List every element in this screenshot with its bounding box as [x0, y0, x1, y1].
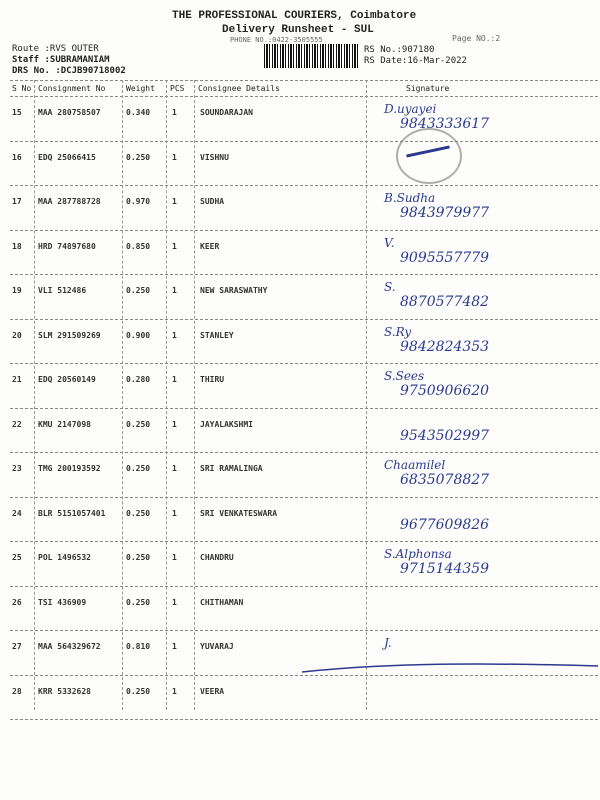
- row-divider: [10, 541, 598, 542]
- route-label: Route :RVS OUTER: [12, 44, 99, 54]
- row-signature: Chaamilel: [384, 458, 446, 472]
- row-sno: 21: [12, 375, 22, 384]
- row-weight: 0.250: [126, 464, 151, 473]
- header-bottom-rule: [10, 96, 598, 97]
- row-sno: 18: [12, 241, 22, 251]
- row-weight: 0.250: [126, 553, 151, 562]
- row-signature: S.Alphonsa: [384, 547, 452, 561]
- row-sno: 26: [12, 597, 22, 607]
- row-divider: [10, 319, 598, 320]
- row-pcs: 1: [172, 241, 177, 251]
- row-divider: [10, 719, 598, 720]
- row-divider: [10, 141, 598, 142]
- row-phone: 9843979977: [400, 205, 490, 221]
- row-consignment-no: HRD 74897680: [38, 241, 96, 251]
- row-signature: V.: [384, 235, 395, 250]
- row-pcs: 1: [172, 286, 177, 295]
- row-pcs: 1: [172, 464, 177, 473]
- column-divider: [122, 80, 123, 710]
- row-consignment-no: TSI 436909: [38, 597, 87, 607]
- row-consignee-name: SOUNDARAJAN: [200, 108, 253, 117]
- col-sno: S No: [12, 84, 32, 93]
- row-consignment-no: BLR 5151057401: [38, 508, 106, 518]
- row-pcs: 1: [172, 330, 177, 340]
- row-consignee-name: VISHNU: [200, 152, 229, 162]
- row-phone: 9843333617: [400, 116, 490, 132]
- row-consignment-no: SLM 291509269: [38, 330, 101, 340]
- row-pcs: 1: [172, 508, 177, 518]
- row-sno: 16: [12, 152, 22, 162]
- page-number: Page NO.:2: [452, 34, 501, 43]
- rs-date: RS Date:16-Mar-2022: [364, 56, 467, 66]
- row-phone: 9543502997: [400, 427, 490, 444]
- row-consignee-name: JAYALAKSHMI: [200, 419, 253, 429]
- column-divider: [366, 80, 367, 710]
- ink-line: [300, 658, 600, 678]
- row-consignment-no: EDQ 25066415: [38, 152, 96, 162]
- col-consignee: Consignee Details: [198, 84, 280, 93]
- row-weight: 0.850: [126, 241, 151, 251]
- row-consignee-name: KEER: [200, 241, 220, 251]
- row-weight: 0.250: [126, 508, 151, 518]
- row-consignment-no: EDQ 20560149: [38, 375, 96, 384]
- row-sno: 24: [12, 508, 22, 518]
- row-divider: [10, 408, 598, 409]
- row-divider: [10, 230, 598, 231]
- col-consignment: Consignment No: [38, 84, 106, 93]
- row-pcs: 1: [172, 152, 177, 162]
- row-consignee-name: VEERA: [200, 686, 225, 696]
- barcode: [264, 44, 360, 68]
- row-pcs: 1: [172, 419, 177, 429]
- row-sno: 17: [12, 197, 22, 206]
- drs-number: DRS No. :DCJB90718002: [12, 66, 126, 76]
- row-divider: [10, 497, 598, 498]
- row-weight: 0.280: [126, 375, 151, 384]
- row-sno: 22: [12, 419, 22, 429]
- runsheet-subtitle: Delivery Runsheet - SUL: [222, 24, 374, 36]
- row-signature: S.: [384, 280, 396, 294]
- col-weight: Weight: [126, 84, 155, 93]
- row-pcs: 1: [172, 197, 177, 206]
- row-signature: J.: [384, 636, 392, 650]
- row-consignment-no: KRR 5332628: [38, 686, 91, 696]
- row-consignee-name: SRI VENKATESWARA: [200, 508, 278, 518]
- row-signature: D.uyayei: [384, 102, 437, 116]
- rs-number: RS No.:907180: [364, 45, 435, 55]
- row-consignee-name: THIRU: [200, 375, 225, 384]
- row-weight: 0.250: [126, 152, 151, 162]
- company-title: THE PROFESSIONAL COURIERS, Coimbatore: [172, 10, 417, 22]
- column-divider: [34, 80, 35, 710]
- row-phone: 8870577482: [400, 294, 490, 310]
- row-pcs: 1: [172, 108, 177, 117]
- row-weight: 0.250: [126, 419, 151, 429]
- row-consignment-no: MAA 280758507: [38, 108, 101, 117]
- row-signature: S.Ry: [384, 324, 412, 339]
- row-divider: [10, 586, 598, 587]
- row-phone: 9677609826: [400, 516, 490, 533]
- row-pcs: 1: [172, 597, 177, 607]
- row-sno: 27: [12, 642, 22, 651]
- row-phone: 9095557779: [400, 249, 490, 266]
- row-consignment-no: TMG 200193592: [38, 464, 101, 473]
- row-phone: 9715144359: [400, 561, 490, 577]
- row-sno: 23: [12, 464, 22, 473]
- header-top-rule: [10, 80, 598, 81]
- row-consignment-no: VLI 512486: [38, 286, 87, 295]
- row-consignee-name: SRI RAMALINGA: [200, 464, 263, 473]
- row-phone: 9750906620: [400, 383, 490, 399]
- row-divider: [10, 363, 598, 364]
- staff-label: Staff :SUBRAMANIAM: [12, 55, 110, 65]
- column-divider: [166, 80, 167, 710]
- row-divider: [10, 630, 598, 631]
- row-signature: B.Sudha: [384, 191, 436, 205]
- row-divider: [10, 452, 598, 453]
- row-pcs: 1: [172, 553, 177, 562]
- row-consignee-name: STANLEY: [200, 330, 234, 340]
- row-sno: 19: [12, 286, 22, 295]
- col-pcs: PCS: [170, 84, 185, 93]
- row-weight: 0.250: [126, 686, 151, 696]
- row-consignee-name: CHANDRU: [200, 553, 234, 562]
- row-phone: 6835078827: [400, 472, 490, 488]
- phone-number: PHONE NO.:0422-3505555: [230, 36, 323, 44]
- row-divider: [10, 274, 598, 275]
- row-weight: 0.340: [126, 108, 151, 117]
- row-pcs: 1: [172, 642, 177, 651]
- row-divider: [10, 185, 598, 186]
- row-consignee-name: NEW SARASWATHY: [200, 286, 268, 295]
- row-weight: 0.970: [126, 197, 151, 206]
- row-weight: 0.900: [126, 330, 151, 340]
- row-consignee-name: CHITHAMAN: [200, 597, 244, 607]
- row-signature: S.Sees: [384, 369, 425, 383]
- row-weight: 0.250: [126, 286, 151, 295]
- row-consignee-name: SUDHA: [200, 197, 225, 206]
- row-weight: 0.250: [126, 597, 151, 607]
- col-signature: Signature: [406, 84, 450, 93]
- row-sno: 20: [12, 330, 22, 340]
- row-pcs: 1: [172, 375, 177, 384]
- row-sno: 15: [12, 108, 22, 117]
- row-consignment-no: POL 1496532: [38, 553, 91, 562]
- row-sno: 28: [12, 686, 22, 696]
- row-consignment-no: MAA 287788728: [38, 197, 101, 206]
- row-consignee-name: YUVARAJ: [200, 642, 234, 651]
- row-sno: 25: [12, 553, 22, 562]
- row-consignment-no: KMU 2147098: [38, 419, 91, 429]
- column-divider: [194, 80, 195, 710]
- row-consignment-no: MAA 564329672: [38, 642, 101, 651]
- row-weight: 0.810: [126, 642, 151, 651]
- row-phone: 9842824353: [400, 338, 490, 355]
- row-pcs: 1: [172, 686, 177, 696]
